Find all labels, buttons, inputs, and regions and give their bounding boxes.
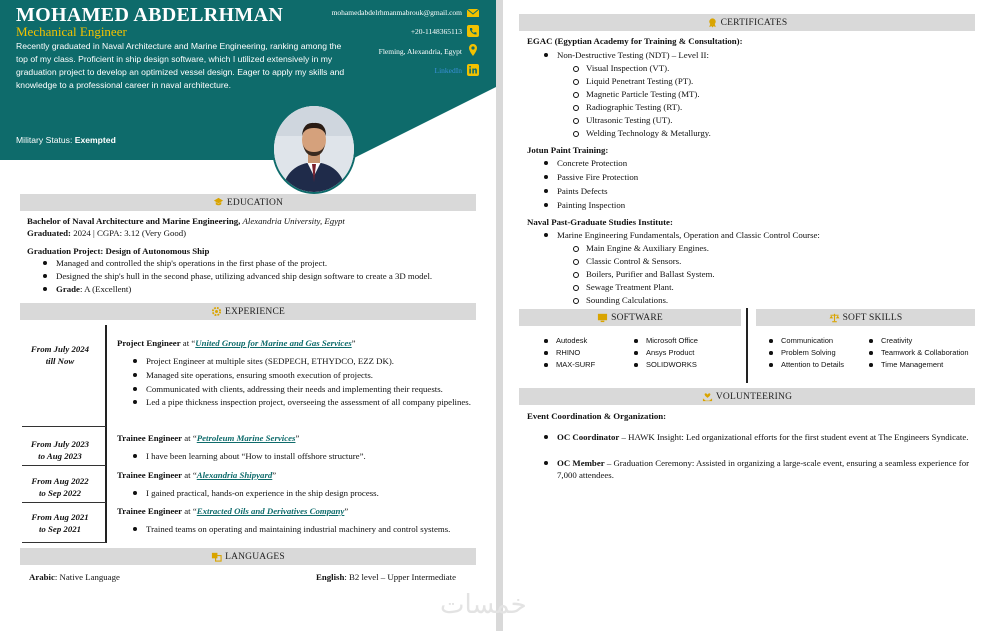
- education-grade: Grade: A (Excellent): [56, 283, 476, 295]
- software-item: SOLIDWORKS: [646, 360, 697, 369]
- soft-skills-section-header: SOFT SKILLS: [756, 309, 975, 326]
- graduation-cap-icon: [213, 197, 224, 208]
- certificates-section-header: CERTIFICATES: [519, 14, 975, 31]
- cert-subitem: Liquid Penetrant Testing (PT).: [586, 76, 694, 86]
- profile-summary: Recently graduated in Naval Architecture and Marine Engineering, ranking among the top of my class. Proficient in ship design software, which I utilized extensively in my graduation project to develop an optimized vessel design. Eager to apply my skills and knowledge to a professional career in naval architecture.: [16, 41, 345, 90]
- skills-divider: [746, 308, 748, 383]
- job-title: Trainee Engineer at “Alexandria Shipyard”: [117, 470, 277, 480]
- cert-subitem: Visual Inspection (VT).: [586, 63, 670, 73]
- volunteering-section-header: VOLUNTEERING: [519, 388, 975, 405]
- timeline-line: [105, 325, 107, 543]
- cert-subitem: Welding Technology & Metallurgy.: [586, 128, 711, 138]
- timeline-divider: [22, 542, 106, 543]
- email-link[interactable]: mohamedabdelrhmanmabrouk@gmail.com: [331, 8, 462, 17]
- job-bullet: Led a pipe thickness inspection project, overseeing the assessment of all company pipelines.: [146, 396, 476, 408]
- volunteering-item: OC Member – Graduation Ceremony: Assisted in organizing a large-scale event, ensuring a seamless experience for 7,000 attendees.: [557, 457, 975, 481]
- cert-subitem: Ultrasonic Testing (UT).: [586, 115, 673, 125]
- cert-item: Non-Destructive Testing (NDT) – Level II:: [557, 50, 709, 60]
- graduation-project-title: Graduation Project: Design of Autonomous Ship: [27, 246, 210, 256]
- software-item: MAX-SURF: [556, 360, 596, 369]
- resume-page-right: [503, 0, 1000, 631]
- cert-item: Passive Fire Protection: [557, 172, 639, 182]
- scales-icon: [829, 312, 840, 323]
- timeline-divider: [22, 426, 106, 427]
- company-link[interactable]: Extracted Oils and Derivatives Company: [196, 506, 345, 516]
- job-date: From Aug 2022 to Sep 2022: [31, 476, 89, 498]
- linkedin-link[interactable]: LinkedIn: [434, 66, 462, 75]
- education-section-header: EDUCATION: [20, 194, 476, 211]
- soft-skill-item: Time Management: [881, 360, 944, 369]
- military-status: [16, 135, 116, 145]
- cert-item: Paints Defects: [557, 186, 608, 196]
- soft-skill-item: Problem Solving: [781, 348, 836, 357]
- resume-page-left: [0, 0, 496, 631]
- military-label: Military Status:: [16, 135, 73, 145]
- cert-provider-naval: Naval Past-Graduate Studies Institute:: [527, 217, 673, 227]
- phone-icon: [466, 24, 480, 38]
- job-bullet: Project Engineer at multiple sites (SEDPECH, ETHYDCO, EZZ DK).: [146, 355, 476, 367]
- job-bullet: Communicated with clients, addressing their needs and implementing their requests.: [146, 383, 476, 395]
- phone-number: +20-1148365113: [410, 27, 462, 36]
- soft-skill-item: Creativity: [881, 336, 913, 345]
- cert-subitem: Classic Control & Sensors.: [586, 256, 682, 266]
- job-date: From Aug 2021 to Sep 2021: [31, 512, 89, 534]
- job-bullet: Managed site operations, ensuring smooth execution of projects.: [146, 369, 476, 381]
- soft-skill-item: Communication: [781, 336, 834, 345]
- company-link[interactable]: United Group for Marine and Gas Services: [195, 338, 352, 348]
- software-item: Microsoft Office: [646, 336, 698, 345]
- location-text: Fleming, Alexandria, Egypt: [378, 47, 462, 56]
- education-bullet: Designed the ship's hull in the second phase, utilizing advanced ship design software to create a 3D model.: [56, 270, 476, 282]
- candidate-role: Mechanical Engineer: [16, 24, 127, 39]
- volunteering-subtitle: Event Coordination & Organization:: [527, 411, 667, 421]
- computer-icon: [597, 312, 608, 323]
- volunteering-item: OC Coordinator – HAWK Insight: Led organizational efforts for the first student event at The Engineers Syndicate.: [557, 431, 975, 443]
- company-link[interactable]: Alexandria Shipyard: [196, 470, 273, 480]
- soft-skill-item: Teamwork & Collaboration: [881, 348, 969, 357]
- translate-icon: [211, 551, 222, 562]
- timeline-divider: [22, 465, 106, 466]
- hands-heart-icon: [702, 391, 713, 402]
- watermark-text: خمسات: [440, 590, 527, 620]
- job-date: From July 2023 to Aug 2023: [30, 439, 90, 461]
- education-bullet: Managed and controlled the ship's operations in the first phase of the project.: [56, 257, 476, 269]
- job-title: Trainee Engineer at “Petroleum Marine Services”: [117, 433, 300, 443]
- cert-provider-jotun: Jotun Paint Training:: [527, 145, 609, 155]
- cert-subitem: Sounding Calculations.: [586, 295, 669, 305]
- location-pin-icon: [466, 43, 480, 57]
- languages-section-header: LANGUAGES: [20, 548, 476, 565]
- profile-photo: [272, 104, 356, 194]
- linkedin-icon[interactable]: [466, 63, 480, 77]
- job-bullet: Trained teams on operating and maintaining industrial machinery and control systems.: [146, 523, 464, 535]
- cert-subitem: Sewage Treatment Plant.: [586, 282, 674, 292]
- candidate-name: MOHAMED ABDELRHMAN: [16, 4, 284, 26]
- job-date: From July 2024 till Now: [30, 344, 90, 366]
- company-link[interactable]: Petroleum Marine Services: [196, 433, 296, 443]
- gear-icon: [211, 306, 222, 317]
- cert-provider-egac: EGAC (Egyptian Academy for Training & Consultation):: [527, 36, 743, 46]
- certificate-icon: [707, 17, 718, 28]
- job-bullet: I gained practical, hands-on experience in the ship design process.: [146, 487, 476, 499]
- soft-skill-item: Attention to Details: [781, 360, 844, 369]
- language-arabic: Arabic: Native Language: [29, 572, 120, 582]
- job-bullet: I have been learning about “How to install offshore structure”.: [146, 450, 476, 462]
- cert-item: Marine Engineering Fundamentals, Operation and Classic Control Course:: [557, 230, 820, 240]
- cert-subitem: Radiographic Testing (RT).: [586, 102, 683, 112]
- language-english: English: B2 level – Upper Intermediate: [316, 572, 457, 582]
- cert-subitem: Main Engine & Auxiliary Engines.: [586, 243, 709, 253]
- software-section-header: SOFTWARE: [519, 309, 741, 326]
- education-degree: Bachelor of Naval Architecture and Marine Engineering, Alexandria University, Egypt: [27, 216, 345, 226]
- job-title: Trainee Engineer at “Extracted Oils and Derivatives Company”: [117, 506, 349, 516]
- military-value: Exempted: [74, 135, 116, 145]
- experience-section-header: EXPERIENCE: [20, 303, 476, 320]
- software-item: RHINO: [556, 348, 581, 357]
- timeline-divider: [22, 502, 106, 503]
- software-item: Ansys Product: [646, 348, 695, 357]
- cert-subitem: Magnetic Particle Testing (MT).: [586, 89, 700, 99]
- cert-item: Concrete Protection: [557, 158, 628, 168]
- software-item: Autodesk: [556, 336, 588, 345]
- email-icon: [466, 6, 480, 20]
- page-gap: [496, 0, 503, 631]
- cert-item: Painting Inspection: [557, 200, 626, 210]
- education-graduated: Graduated: 2024 | CGPA: 3.12 (Very Good): [27, 228, 187, 238]
- job-title: Project Engineer at “United Group for Marine and Gas Services”: [117, 338, 356, 348]
- cert-subitem: Boilers, Purifier and Ballast System.: [586, 269, 715, 279]
